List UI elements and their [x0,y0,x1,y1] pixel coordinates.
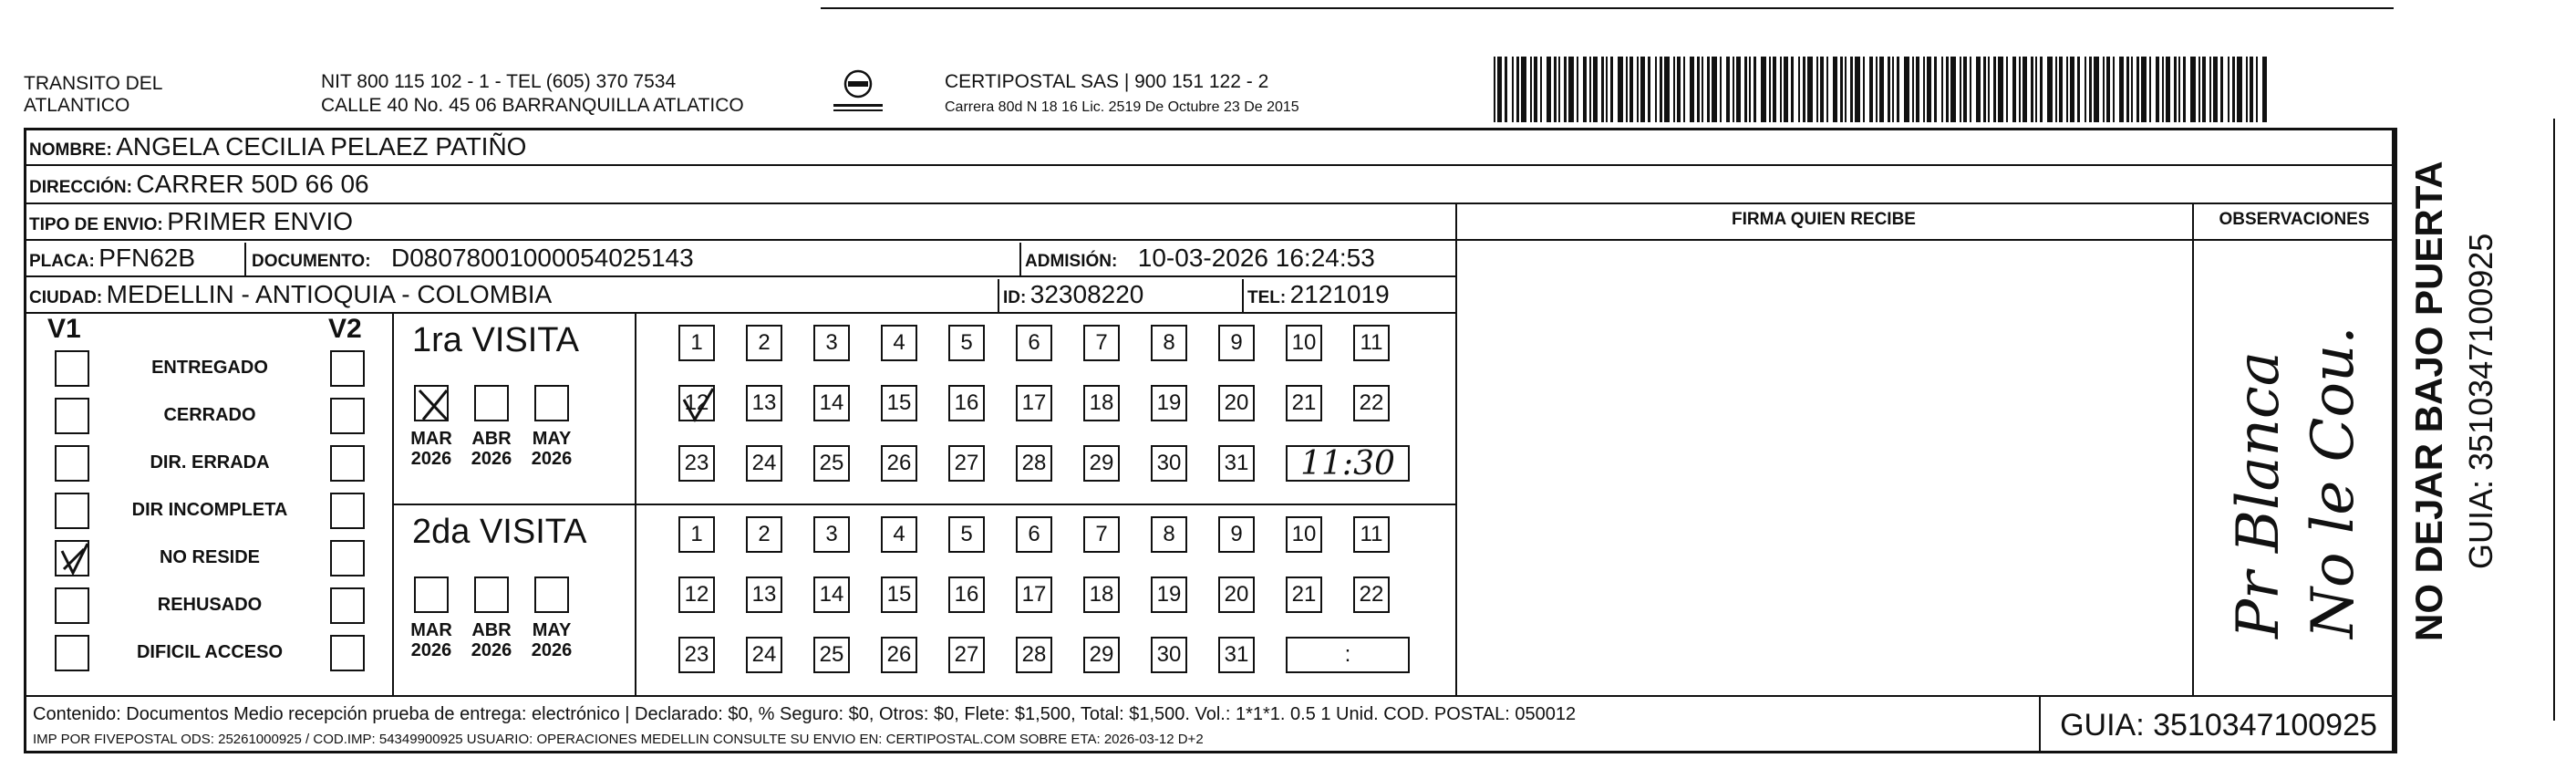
barcode-bar [2209,57,2211,122]
barcode-bar [2031,57,2033,122]
barcode-bar [2047,57,2053,122]
documento-label: DOCUMENTO: [252,252,371,271]
day-cell[interactable]: 2 [746,325,782,361]
barcode-bar [2136,57,2139,122]
documento-value: D08078001000054025143 [391,244,694,272]
col-divider [1455,203,1457,695]
barcode-bar [1960,57,1961,122]
barcode-bar [1946,57,1949,122]
v2-checkbox[interactable] [330,540,365,576]
barcode-bar [2012,57,2016,122]
barcode-bar [1791,57,1794,122]
barcode-bar [1610,57,1613,122]
placa-label: PLACA: [29,252,95,271]
barcode-bar [1629,57,1633,122]
barcode-bar [1547,57,1551,122]
barcode-bar [1876,57,1878,122]
day-cell[interactable]: 27 [948,637,985,673]
barcode-bar [1733,57,1734,122]
admision-cell [1025,244,1375,273]
v1-checkbox[interactable] [55,587,89,624]
barcode-bar [1568,57,1574,122]
right-edge-line [2553,119,2555,721]
day-cell[interactable]: 11 [1353,516,1390,553]
day-cell[interactable]: 25 [813,637,850,673]
barcode-bar [1780,57,1782,122]
footer-guia: GUIA: 3510347100925 [2060,708,2377,743]
barcode-bar [1702,57,1703,122]
direccion-value: CARRER 50D 66 06 [136,170,369,198]
day-cell[interactable]: 19 [1151,385,1187,421]
side-warning: NO DEJAR BAJO PUERTA [2407,161,2450,642]
handwritten-note-1: Pr Blanca [2225,351,2292,639]
day-cell[interactable]: 17 [1016,385,1052,421]
barcode-bar [1850,57,1853,122]
barcode-bar [2066,57,2068,122]
day-cell[interactable]: 22 [1353,385,1390,421]
observaciones-label: OBSERVACIONES [2219,210,2370,229]
col-divider [2395,128,2397,753]
barcode-bar [1833,57,1837,122]
day-cell[interactable]: 1 [678,516,715,553]
barcode-bar [2085,57,2086,122]
barcode-bar [1923,57,1925,122]
direccion-label: DIRECCIÓN: [29,178,132,197]
status-label: DIR INCOMPLETA [131,500,288,520]
day-cell[interactable]: 4 [881,325,917,361]
row-divider [24,239,1455,241]
barcode-bar [2141,57,2147,122]
barcode-bar [2202,57,2206,122]
time-field[interactable]: : [1286,637,1410,673]
cell-divider [1019,243,1021,275]
barcode-bar [2089,57,2092,122]
barcode-bar [1534,57,1537,122]
barcode-bar [1564,57,1567,122]
courier-name: CERTIPOSTAL SAS | 900 151 122 - 2 [945,71,1269,92]
day-cell[interactable]: 6 [1016,516,1052,553]
first-visit-title: 1ra VISITA [412,321,580,359]
barcode-bar [1606,57,1608,122]
month-label: MAY 2026 [531,620,573,660]
barcode-bar [1505,57,1507,122]
v1-checkbox[interactable] [55,493,89,529]
barcode-bar [2232,57,2235,122]
barcode-bar [2055,57,2057,122]
barcode-bar [2183,57,2186,122]
barcode-bar [1826,57,1828,122]
scan-edge-line [821,7,2394,9]
cell-divider [1242,279,1244,312]
month-label: MAY 2026 [531,429,573,469]
time-field[interactable]: 11:30 [1286,445,1410,482]
barcode-bar [1983,57,1986,122]
barcode-bar [1840,57,1843,122]
barcode-bar [1589,57,1591,122]
nombre-label: NOMBRE: [29,140,112,160]
month-label: MAR 2026 [410,620,452,660]
day-cell[interactable]: 15 [881,576,917,613]
placa-cell [29,244,195,273]
month-checkbox[interactable] [534,385,569,421]
day-cell[interactable]: 29 [1083,637,1120,673]
month-checkbox[interactable] [474,576,509,613]
month-checkbox[interactable] [474,385,509,421]
status-label: REHUSADO [157,595,263,615]
row-divider [24,312,1455,314]
id-label: ID: [1003,288,1027,307]
barcode-bar [1558,57,1560,122]
day-cell[interactable]: 1 [678,325,715,361]
tipo-value: PRIMER ENVIO [167,207,354,235]
barcode-bar [1888,57,1890,122]
day-cell[interactable]: 5 [948,325,985,361]
barcode-bar [1494,57,1495,122]
barcode-bar [1761,57,1766,122]
barcode-bar [2237,57,2242,122]
barcode-bar [2119,57,2124,122]
barcode-bar [2178,57,2180,122]
barcode-bar [1845,57,1847,122]
footer-content: Contenido: Documentos Medio recepción prueba de entrega: electrónico | Declarado: $0, % Seguro: $0, Otros: $0, Flete: $1,500, Total: $1,500. Vol.: 1*1*1. 0.5 1 Unid. COD. POSTAL: 050012 [33,704,1577,724]
day-cell[interactable]: 31 [1218,637,1255,673]
barcode-bar [1803,57,1805,122]
v1-label: V1 [47,314,81,344]
id-value: 32308220 [1029,280,1144,308]
nombre-value: ANGELA CECILIA PELAEZ PATIÑO [116,132,527,161]
day-cell[interactable]: 17 [1016,576,1052,613]
col-divider [2192,203,2194,695]
v2-checkbox[interactable] [330,398,365,434]
barcode-bar [2262,57,2267,122]
barcode-bar [2162,57,2164,122]
barcode-bar [1577,57,1578,122]
barcode-bar [1784,57,1788,122]
barcode-bar [2094,57,2099,122]
barcode-bar [2106,57,2110,122]
v2-label: V2 [328,314,362,344]
placa-value: PFN62B [98,244,196,272]
barcode-bar [1521,57,1526,122]
barcode-bar [1869,57,1873,122]
barcode-bar [1683,57,1685,122]
day-cell[interactable]: 5 [948,516,985,553]
day-cell[interactable]: 21 [1286,576,1322,613]
day-cell[interactable]: 25 [813,445,850,482]
barcode-bar [1798,57,1800,122]
day-cell[interactable]: 26 [881,637,917,673]
barcode-bar [2113,57,2115,122]
barcode-bar [1816,57,1818,122]
day-cell[interactable]: 12 [678,576,715,613]
barcode-bar [2035,57,2037,122]
barcode-bar [1749,57,1751,122]
status-label: DIFICIL ACCESO [136,642,283,662]
footer-col-divider [2039,695,2041,753]
day-cell[interactable]: 13 [746,576,782,613]
barcode-bar [1941,57,1943,122]
barcode-bar [1892,57,1894,122]
barcode-bar [1554,57,1557,122]
cell-divider [998,279,999,312]
barcode-bar [1988,57,1990,122]
month-label: ABR 2026 [471,620,512,660]
tipo-label: TIPO DE ENVIO: [29,215,163,234]
sender-name: TRANSITO DEL ATLANTICO [24,73,163,116]
status-label: DIR. ERRADA [150,452,270,473]
day-cell[interactable]: 22 [1353,576,1390,613]
day-cell[interactable]: 20 [1218,576,1255,613]
day-cell[interactable]: 3 [813,516,850,553]
barcode-bar [1773,57,1776,122]
barcode-bar [1497,57,1502,122]
v1-checkbox[interactable] [55,398,89,434]
barcode-bar [2059,57,2063,122]
day-cell[interactable]: 29 [1083,445,1120,482]
barcode-bar [1934,57,1937,122]
barcode-bar [2228,57,2229,122]
day-cell[interactable]: 16 [948,576,985,613]
barcode-bar [1904,57,1909,122]
barcode-bar [1855,57,1860,122]
barcode-bar [1807,57,1813,122]
day-cell[interactable]: 10 [1286,516,1322,553]
day-cell[interactable]: 24 [746,445,782,482]
day-cell[interactable]: 13 [746,385,782,421]
barcode-bar [2166,57,2170,122]
second-visit-title: 2da VISITA [412,513,587,551]
status-label: NO RESIDE [159,547,261,567]
barcode-bar [2198,57,2200,122]
barcode-bar [1677,57,1681,122]
ciudad-value: MEDELLIN - ANTIOQUIA - COLOMBIA [106,280,553,308]
barcode-bar [1976,57,1981,122]
tel-label: TEL: [1247,288,1287,307]
day-cell[interactable]: 7 [1083,325,1120,361]
row-divider [1455,239,2395,241]
day-cell[interactable]: 12 [678,385,715,421]
barcode-bar [1626,57,1628,122]
day-cell[interactable]: 31 [1218,445,1255,482]
day-cell[interactable]: 23 [678,445,715,482]
barcode-bar [2131,57,2133,122]
day-cell[interactable]: 20 [1218,385,1255,421]
barcode-bar [2246,57,2248,122]
barcode-bar [1540,57,1542,122]
courier-logo [830,64,886,120]
firma-label: FIRMA QUIEN RECIBE [1732,210,1916,229]
v1-checkbox[interactable] [55,635,89,671]
barcode-bar [2040,57,2043,122]
v1-checkbox[interactable] [55,350,89,387]
month-checkbox[interactable] [414,385,449,421]
day-cell[interactable]: 9 [1218,516,1255,553]
tel-cell [1247,280,1390,309]
barcode-bar [1726,57,1730,122]
day-cell[interactable]: 15 [881,385,917,421]
barcode-bar [2019,57,2021,122]
barcode-bar [1593,57,1598,122]
barcode-bar [1512,57,1514,122]
barcode-bar [1897,57,1899,122]
row-divider [24,203,2395,204]
direccion-row [29,170,369,199]
barcode-bar [2213,57,2218,122]
barcode-bar [1916,57,1919,122]
tel-value: 2121019 [1289,280,1390,308]
day-cell[interactable]: 30 [1151,637,1187,673]
barcode-bar [2126,57,2129,122]
barcode-bar [1530,57,1532,122]
v1-checkbox[interactable] [55,445,89,482]
day-cell[interactable]: 2 [746,516,782,553]
courier-license: Carrera 80d N 18 16 Lic. 2519 De Octubre 23 De 2015 [945,99,1299,115]
day-cell[interactable]: 26 [881,445,917,482]
barcode-bar [1912,57,1914,122]
day-cell[interactable]: 27 [948,445,985,482]
v2-checkbox[interactable] [330,493,365,529]
barcode-bar [1655,57,1657,122]
ciudad-cell [29,280,552,309]
side-guia: GUIA: 3510347100925 [2462,233,2499,570]
barcode-bar [1970,57,1971,122]
day-cell[interactable]: 14 [813,385,850,421]
barcode-bar [1583,57,1587,122]
documento-cell [252,244,694,273]
day-cell[interactable]: 4 [881,516,917,553]
barcode-bar [1863,57,1865,122]
status-label: ENTREGADO [151,358,268,378]
barcode-bar [1640,57,1645,122]
barcode-bar [2149,57,2151,122]
v2-checkbox[interactable] [330,635,365,671]
admision-value: 10-03-2026 16:24:53 [1137,244,1375,272]
month-label: MAR 2026 [410,429,452,469]
sender-nit: NIT 800 115 102 - 1 - TEL (605) 370 7534 [321,71,677,92]
day-cell[interactable]: 30 [1151,445,1187,482]
barcode-bar [1707,57,1710,122]
barcode-bar [1516,57,1519,122]
row-divider [24,275,1455,277]
barcode-bar [1963,57,1967,122]
barcode-bar [1618,57,1623,122]
day-cell[interactable]: 14 [813,576,850,613]
barcode-bar [1950,57,1956,122]
day-cell[interactable]: 24 [746,637,782,673]
barcode-bar [1648,57,1650,122]
ciudad-label: CIUDAD: [29,288,103,307]
day-cell[interactable]: 11 [1353,325,1390,361]
handwritten-note-2: No le Cou. [2300,326,2367,639]
nombre-row [29,132,526,161]
barcode-bar [1720,57,1722,122]
day-cell[interactable]: 18 [1083,576,1120,613]
visit-row-divider [392,504,636,505]
barcode-bar [1664,57,1670,122]
v2-checkbox[interactable] [330,350,365,387]
barcode-bar [1769,57,1771,122]
barcode-bar [2174,57,2177,122]
barcode-bar [1697,57,1700,122]
day-cell[interactable]: 6 [1016,325,1052,361]
footer-imp: IMP POR FIVEPOSTAL ODS: 25261000925 / COD.IMP: 54349900925 USUARIO: OPERACIONES MEDELLIN CONSULTE SU ENVIO EN: CERTIPOSTAL.COM SOBRE ETA: 2026-03-12 D+2 [33,732,1204,747]
barcode-bar [1820,57,1824,122]
barcode-bar [1927,57,1931,122]
barcode-bar [2190,57,2196,122]
v2-checkbox[interactable] [330,587,365,624]
day-cell[interactable]: 3 [813,325,850,361]
day-cell[interactable]: 21 [1286,385,1322,421]
barcode-bar [2103,57,2105,122]
day-cell[interactable]: 8 [1151,325,1187,361]
barcode-bar [1660,57,1662,122]
barcode-bar [2256,57,2258,122]
barcode-bar [1673,57,1675,122]
day-cell[interactable]: 28 [1016,637,1052,673]
day-cell[interactable]: 28 [1016,445,1052,482]
barcode-bar [1879,57,1884,122]
day-cell[interactable]: 9 [1218,325,1255,361]
day-cell[interactable]: 18 [1083,385,1120,421]
admision-label: ADMISIÓN: [1025,252,1118,271]
row-divider [24,164,2395,166]
barcode-bar [2077,57,2080,122]
month-checkbox[interactable] [414,576,449,613]
barcode-bar [2250,57,2253,122]
day-cell[interactable]: 10 [1286,325,1322,361]
cell-divider [244,243,246,275]
day-cell[interactable]: 16 [948,385,985,421]
sender-address: CALLE 40 No. 45 06 BARRANQUILLA ATLATICO [321,95,744,116]
barcode-bar [2220,57,2223,122]
barcode-bar [1744,57,1747,122]
month-checkbox[interactable] [534,576,569,613]
visit-row-divider [635,504,1455,505]
v1-checkbox[interactable] [55,540,89,576]
barcode-bar [1712,57,1717,122]
v2-checkbox[interactable] [330,445,365,482]
barcode-bar [1998,57,2003,122]
id-cell [1003,280,1143,309]
day-cell[interactable]: 23 [678,637,715,673]
barcode-bar [2070,57,2074,122]
barcode-bar [1690,57,1694,122]
day-cell[interactable]: 8 [1151,516,1187,553]
tipo-row [29,207,353,236]
barcode-bar [2006,57,2008,122]
barcode-bar [1601,57,1604,122]
day-cell[interactable]: 7 [1083,516,1120,553]
status-label: CERRADO [163,405,256,425]
barcode-bar [1736,57,1741,122]
barcode-bar [1637,57,1639,122]
day-cell[interactable]: 19 [1151,576,1187,613]
barcode-bar [1993,57,1996,122]
barcode-bar [1754,57,1756,122]
barcode-bar [2023,57,2027,122]
barcode-bar [2156,57,2159,122]
month-label: ABR 2026 [471,429,512,469]
barcode [1494,57,2272,122]
